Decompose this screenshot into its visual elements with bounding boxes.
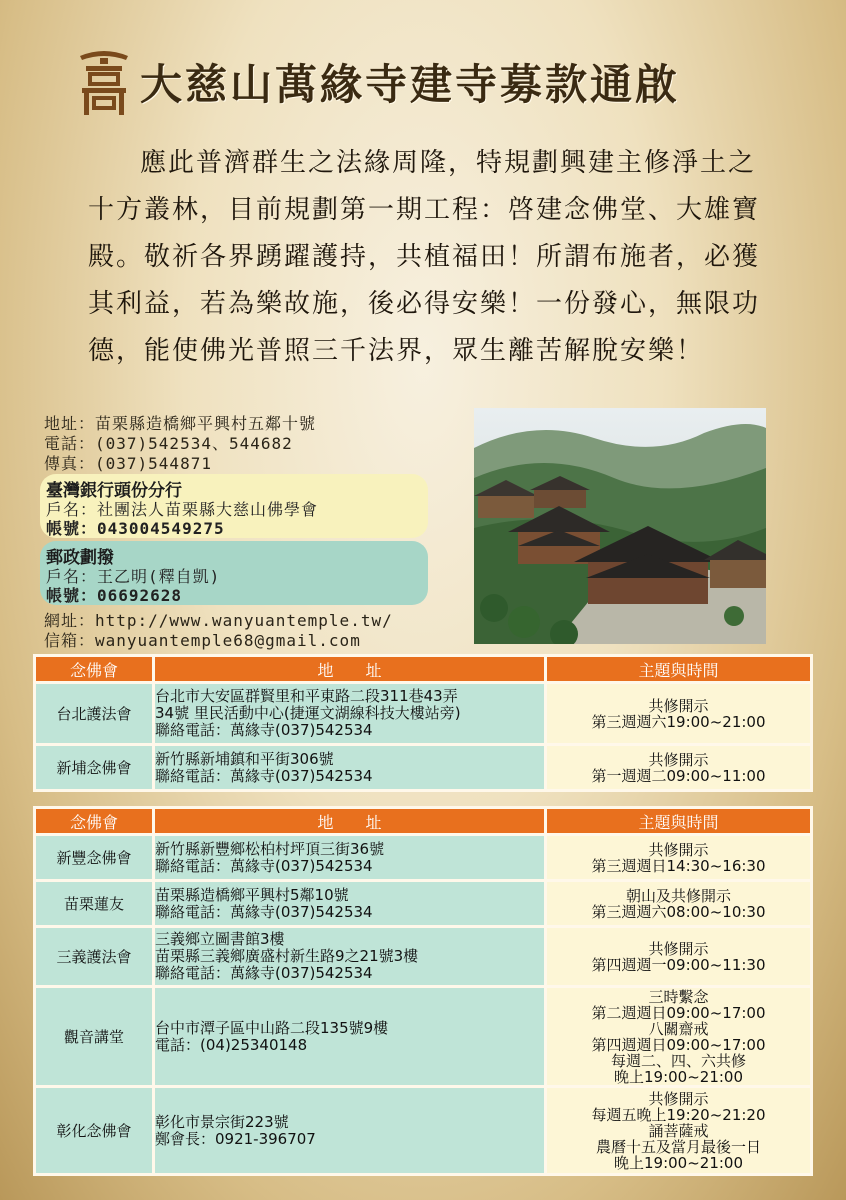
group-address: 台中市潭子區中山路二段135號9樓 電話：(04)25340148 (154, 987, 546, 1087)
header-group: 念佛會 (35, 808, 154, 835)
intro-paragraph: 應此普濟群生之法緣周隆，特規劃興建主修淨土之十方叢林，目前規劃第一期工程：啓建念佛堂、大雄寶殿。敬祈各界踴躍護持，共植福田！所謂布施者，必獲其利益，若為樂故施，後必得安樂！一份發心，無限功德，能使佛光普照三千法界，眾生離苦解脫安樂！ (88, 148, 761, 366)
group-address: 苗栗縣造橋鄉平興村5鄰10號 聯絡電話：萬緣寺(037)542534 (154, 881, 546, 927)
address-text: 地址：苗栗縣造橋鄉平興村五鄰十號 (44, 414, 317, 433)
bank-box (40, 474, 428, 538)
group-address: 彰化市景宗街223號 鄭會長：0921-396707 (154, 1087, 546, 1175)
fax-text: 傳真：(037)544871 (44, 454, 212, 473)
phone-text: 電話：(037)542534、544682 (44, 434, 293, 453)
group-name: 彰化念佛會 (35, 1087, 154, 1175)
group-address: 三義鄉立圖書館3樓 苗栗縣三義鄉廣盛村新生路9之21號3樓 聯絡電話：萬緣寺(037)542534 (154, 927, 546, 987)
group-time: 共修開示 第一週週二09:00~11:00 (546, 745, 812, 791)
group-name: 新豐念佛會 (35, 835, 154, 881)
header-group: 念佛會 (35, 656, 154, 683)
table-row (35, 683, 812, 745)
post-title: 郵政劃撥 (46, 548, 114, 568)
website-link[interactable]: 網址：http://www.wanyuantemple.tw/ (44, 611, 393, 630)
group-time: 共修開示 第三週週六19:00~21:00 (546, 683, 812, 745)
header-time: 主題與時間 (546, 656, 812, 683)
group-name: 新埔念佛會 (35, 745, 154, 791)
header-address: 地 址 (154, 808, 546, 835)
group-time: 朝山及共修開示 第三週週六08:00~10:30 (546, 881, 812, 927)
temple-photo (474, 408, 766, 644)
group-time: 共修開示 第三週週日14:30~16:30 (546, 835, 812, 881)
temple-logo-icon (78, 48, 130, 118)
bank-account-number: 帳號：043004549275 (46, 519, 225, 538)
post-account-name: 戶名：王乙明(釋自凱) (46, 567, 221, 586)
group-time: 共修開示 第四週週一09:00~11:30 (546, 927, 812, 987)
header-address: 地 址 (154, 656, 546, 683)
table-row (35, 745, 812, 791)
group-time: 三時繫念 第二週週日09:00~17:00 八關齋戒 第四週週日09:00~17:00 每週二、四、六共修 晚上19:00~21:00 (546, 987, 812, 1087)
group-name: 台北護法會 (35, 683, 154, 745)
table-row (35, 1087, 812, 1175)
group-address: 新竹縣新豐鄉松柏村坪頂三街36號 聯絡電話：萬緣寺(037)542534 (154, 835, 546, 881)
post-account-number: 帳號：06692628 (46, 586, 183, 605)
table-row (35, 987, 812, 1087)
bank-title: 臺灣銀行頭份分行 (46, 481, 182, 501)
email-link[interactable]: 信箱：wanyuantemple68@gmail.com (44, 631, 361, 650)
bank-account-name: 戶名：社團法人苗栗縣大慈山佛學會 (46, 500, 319, 519)
schedule-table-1 (33, 654, 813, 792)
intro-text (88, 140, 778, 375)
post-box (40, 541, 428, 605)
group-time: 共修開示 每週五晚上19:20~21:20 誦菩薩戒 農曆十五及當月最後一日 晚上19:00~21:00 (546, 1087, 812, 1175)
header-time: 主題與時間 (546, 808, 812, 835)
group-name: 苗栗蓮友 (35, 881, 154, 927)
group-name: 三義護法會 (35, 927, 154, 987)
table-row (35, 881, 812, 927)
group-name: 觀音講堂 (35, 987, 154, 1087)
schedule-table-2 (33, 806, 813, 1176)
table-row (35, 835, 812, 881)
group-address: 台北市大安區群賢里和平東路二段311巷43弄 34號 里民活動中心(捷運文湖線科技大樓站旁) 聯絡電話：萬緣寺(037)542534 (154, 683, 546, 745)
group-address: 新竹縣新埔鎮和平街306號 聯絡電話：萬緣寺(037)542534 (154, 745, 546, 791)
table-row (35, 927, 812, 987)
page-title: 大慈山萬緣寺建寺募款通啟 (140, 60, 681, 109)
